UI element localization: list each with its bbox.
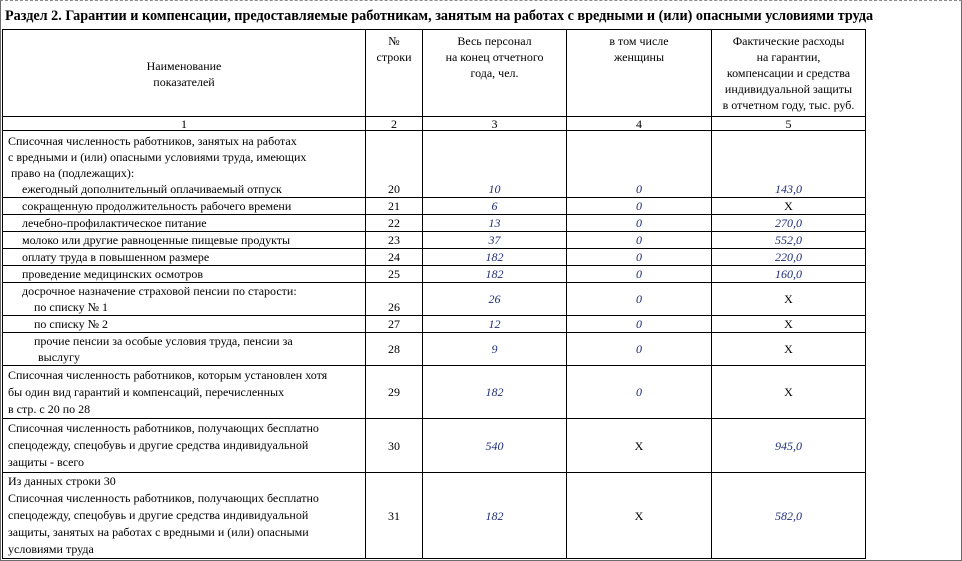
row-label: Из данных строки 30 Списочная численность работников, получающих бесплатно спецодежду, спецобувь и другие средства индивидуальной защиты, занятых на работах с вредными и (или) опасными условиями труда: [3, 473, 366, 559]
women-value: 0: [567, 316, 712, 333]
expenses-value: 552,0: [712, 232, 866, 249]
table-row: [3, 266, 866, 283]
col-number-1: 1: [3, 117, 366, 131]
col-number-3: 3: [423, 117, 567, 131]
expenses-value: 270,0: [712, 215, 866, 232]
expenses-value: 160,0: [712, 266, 866, 283]
total-value: 182: [423, 366, 567, 419]
women-value: 0: [567, 232, 712, 249]
row-label: Списочная численность работников, занятых на работах с вредными и (или) опасными условиями труда, имеющих право на (подлежащих): ежегодный дополнительный оплачиваемый отпуск: [3, 131, 366, 198]
total-value: 10: [423, 131, 567, 198]
expenses-value: X: [712, 316, 866, 333]
row-number: 27: [366, 316, 423, 333]
row-label: Списочная численность работников, которым установлен хотя бы один вид гарантий и компенсаций, перечисленных в стр. с 20 по 28: [3, 366, 366, 419]
row-number: 25: [366, 266, 423, 283]
row-number: 24: [366, 249, 423, 266]
total-value: 9: [423, 333, 567, 366]
women-value: 0: [567, 198, 712, 215]
expenses-value: X: [712, 366, 866, 419]
expenses-value: 143,0: [712, 131, 866, 198]
col-number-4: 4: [567, 117, 712, 131]
row-label: лечебно-профилактическое питание: [3, 215, 366, 232]
header-name: Наименование показателей: [3, 30, 366, 117]
header-row: [3, 30, 866, 117]
total-value: 6: [423, 198, 567, 215]
total-value: 182: [423, 249, 567, 266]
table-row: [3, 215, 866, 232]
row-number: 30: [366, 419, 423, 473]
total-value: 37: [423, 232, 567, 249]
women-value: 0: [567, 283, 712, 316]
row-number: 22: [366, 215, 423, 232]
expenses-value: X: [712, 198, 866, 215]
total-value: 182: [423, 266, 567, 283]
table-row: [3, 366, 866, 419]
expenses-value: 220,0: [712, 249, 866, 266]
table-row: [3, 198, 866, 215]
women-value: 0: [567, 249, 712, 266]
row-label: прочие пенсии за особые условия труда, пенсии за выслугу: [3, 333, 366, 366]
header-expenses: Фактические расходы на гарантии, компенсации и средства индивидуальной защиты в отчетном году, тыс. руб.: [712, 30, 866, 117]
table-row: [3, 473, 866, 559]
header-row-number: № строки: [366, 30, 423, 117]
row-number: 26: [366, 283, 423, 316]
total-value: 12: [423, 316, 567, 333]
total-value: 13: [423, 215, 567, 232]
women-value: 0: [567, 131, 712, 198]
women-value: 0: [567, 266, 712, 283]
table-row: [3, 333, 866, 366]
col-number-2: 2: [366, 117, 423, 131]
table-row: [3, 131, 866, 198]
header-total-staff: Весь персонал на конец отчетного года, чел.: [423, 30, 567, 117]
table-row: [3, 283, 866, 316]
expenses-value: 945,0: [712, 419, 866, 473]
row-label: молоко или другие равноценные пищевые продукты: [3, 232, 366, 249]
women-value: 0: [567, 333, 712, 366]
row-number: 28: [366, 333, 423, 366]
row-number: 29: [366, 366, 423, 419]
row-number: 20: [366, 131, 423, 198]
expenses-value: X: [712, 333, 866, 366]
table-row: [3, 419, 866, 473]
row-number: 21: [366, 198, 423, 215]
women-value: 0: [567, 215, 712, 232]
total-value: 182: [423, 473, 567, 559]
column-numbers-row: [3, 117, 866, 131]
header-women: в том числе женщины: [567, 30, 712, 117]
table-row: [3, 232, 866, 249]
women-value: X: [567, 419, 712, 473]
row-label: проведение медицинских осмотров: [3, 266, 366, 283]
women-value: X: [567, 473, 712, 559]
guarantees-table: [2, 29, 866, 559]
row-label: досрочное назначение страховой пенсии по старости: по списку № 1: [3, 283, 366, 316]
row-number: 23: [366, 232, 423, 249]
section-title: Раздел 2. Гарантии и компенсации, предоставляемые работникам, занятым на работах с вредными и (или) опасными условиями труда: [5, 8, 874, 24]
expenses-value: 582,0: [712, 473, 866, 559]
expenses-value: X: [712, 283, 866, 316]
women-value: 0: [567, 366, 712, 419]
row-label: сокращенную продолжительность рабочего времени: [3, 198, 366, 215]
col-number-5: 5: [712, 117, 866, 131]
table-row: [3, 316, 866, 333]
total-value: 540: [423, 419, 567, 473]
row-label: по списку № 2: [3, 316, 366, 333]
row-number: 31: [366, 473, 423, 559]
table-row: [3, 249, 866, 266]
total-value: 26: [423, 283, 567, 316]
row-label: Списочная численность работников, получающих бесплатно спецодежду, спецобувь и другие средства индивидуальной защиты - всего: [3, 419, 366, 473]
row-label: оплату труда в повышенном размере: [3, 249, 366, 266]
